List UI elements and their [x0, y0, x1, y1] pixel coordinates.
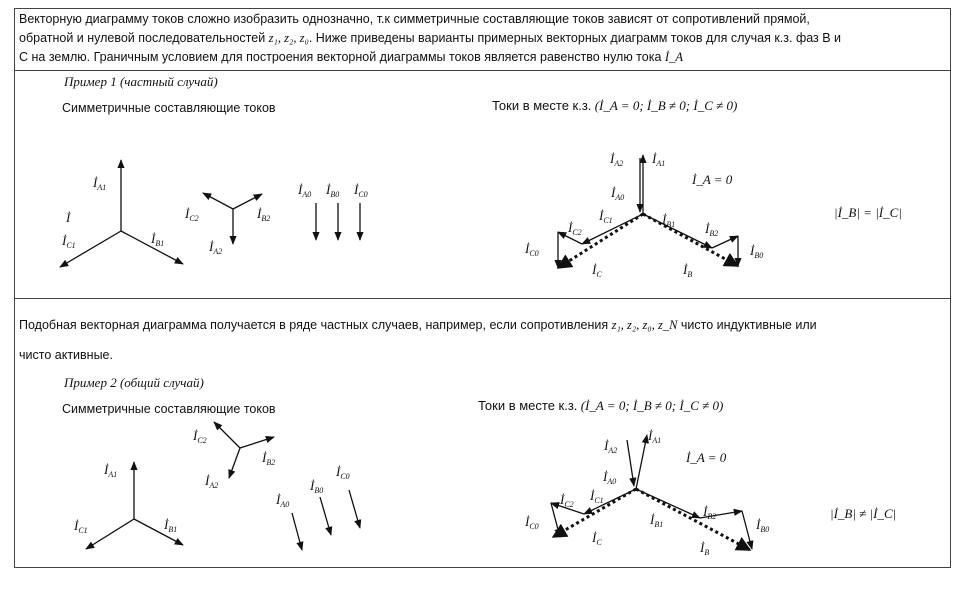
ex2-vector-ia2: [229, 448, 240, 478]
label-ex2-fault-ic: $İ_C$: [592, 530, 602, 547]
label-ex2-ic1: $İ_{C1}$: [74, 518, 88, 535]
label-ex2-ib2: $İ_{B2}$: [262, 450, 276, 467]
label-ex1-fault-ic1: $İ_{C1}$: [599, 208, 613, 225]
example1-sym-heading: Симметричные составляющие токов: [62, 101, 276, 115]
example1-title: Пример 1 (частный случай): [64, 74, 218, 89]
label-ex1-fault-ic2: $İ_{C2}$: [568, 220, 582, 237]
example2-magnitude-relation: |İ_B| ≠ |İ_C|: [830, 506, 897, 521]
example1-fault-condition: (İ_A = 0; İ_B ≠ 0; İ_C ≠ 0): [594, 98, 738, 113]
ex1-fault-ib-total: [643, 214, 738, 266]
label-ex2-fault-ib0: $İ_{B0}$: [756, 517, 770, 534]
label-ex1-ic0: $İ_{C0}$: [354, 182, 368, 199]
label-ex2-fault-ib: $İ_B$: [700, 540, 710, 557]
label-ex2-fault-ic1: $İ_{C1}$: [590, 488, 604, 505]
ex2-fault-ib0: [742, 511, 752, 549]
middle-line2: чисто активные.: [19, 348, 113, 362]
label-ex2-fault-ib2: $İ_{B2}$: [703, 504, 717, 521]
label-ex1-ib2: $İ_{B2}$: [257, 206, 271, 223]
label-ex2-fault-ic0: $İ_{C0}$: [525, 514, 539, 531]
label-ex1-fault-ib1: $İ_{B1}$: [662, 212, 676, 229]
ex2-fault-diagram: [551, 435, 752, 550]
ex1-fault-ib1: [643, 214, 712, 248]
z-params-intro: z₁, z₂, z₀: [268, 31, 309, 45]
label-ex2-fault-ia1: $İ_{A1}$: [648, 428, 662, 445]
label-ex2-ic0: $İ_{C0}$: [336, 464, 350, 481]
label-ex1-i-stray: İ: [66, 210, 71, 225]
label-ex1-fault-ic0: $İ_{C0}$: [525, 241, 539, 258]
ex1-negative-sequence: [203, 193, 262, 244]
label-ex1-fault-ib2: $İ_{B2}$: [705, 221, 719, 238]
label-ex1-fault-ia1: $İ_{A1}$: [652, 151, 666, 168]
ia-intro: İ_A: [664, 50, 683, 64]
label-ex2-fault-ia0: $İ_{A0}$: [603, 469, 617, 486]
ex1-positive-sequence: [60, 160, 183, 267]
ex2-fault-ib1: [636, 489, 700, 518]
ex2-fault-ic0: [551, 503, 560, 537]
example2-ia-zero: İ_A = 0: [686, 450, 727, 465]
label-ex1-fault-ic: $İ_C$: [592, 262, 602, 279]
label-ex1-fault-ia0: $İ_{A0}$: [611, 185, 625, 202]
ex2-fault-ia2: [627, 440, 634, 486]
label-ex1-ic2: $İ_{C2}$: [185, 206, 199, 223]
label-ex1-ia0: $İ_{A0}$: [298, 182, 312, 199]
intro-line2: обратной и нулевой последовательностей z₁, z₂, z₀. Ниже приведены варианты примерных векторных диаграмм токов для случая к.з. фаз B и: [19, 31, 842, 45]
middle-line1: Подобная векторная диаграмма получается в ряде частных случаев, например, если сопротивления z₁, z₂, z₀, z_N чисто индуктивные или: [19, 318, 817, 332]
example2-fault-heading: Токи в месте к.з. (İ_A = 0; İ_B ≠ 0; İ_C ≠ 0): [478, 398, 724, 413]
label-ex2-fault-ib1: $İ_{B1}$: [650, 512, 664, 529]
label-ex1-fault-ib: $İ_B$: [683, 262, 693, 279]
intro-line1: Векторную диаграмму токов сложно изобразить однозначно, т.к симметричные составляющие токов зависят от сопротивлений прямой,: [19, 12, 810, 26]
intro-line3: C на землю. Граничным условием для построения векторной диаграммы токов является равенство нулю тока İ_A: [19, 50, 683, 64]
example1-ia-zero: İ_A = 0: [692, 172, 733, 187]
ex2-vector-ib0: [320, 497, 331, 535]
label-ex2-ic2: $İ_{C2}$: [193, 428, 207, 445]
label-ex1-fault-ib0: $İ_{B0}$: [750, 243, 764, 260]
ex2-vector-ic1: [86, 519, 134, 549]
label-ex1-fault-ia2: $İ_{A2}$: [610, 151, 624, 168]
z-params-middle: z₁, z₂, z₀, z_N: [611, 318, 678, 332]
example1-magnitude-relation: |İ_B| = |İ_C|: [834, 205, 902, 220]
example2-fault-condition: (İ_A = 0; İ_B ≠ 0; İ_C ≠ 0): [580, 398, 724, 413]
label-ex2-ib0: $İ_{B0}$: [310, 478, 324, 495]
ex2-vector-ic0: [349, 490, 360, 528]
label-ex2-ia2: $İ_{A2}$: [205, 473, 219, 490]
label-ex2-ia0: $İ_{A0}$: [276, 492, 290, 509]
ex1-vector-ic2: [203, 193, 233, 209]
label-ex1-ib0: $İ_{B0}$: [326, 182, 340, 199]
example2-sym-heading: Симметричные составляющие токов: [62, 402, 276, 416]
label-ex1-ia2: $İ_{A2}$: [209, 239, 223, 256]
label-ex2-ia1: $İ_{A1}$: [104, 462, 118, 479]
label-ex1-ia1: $İ_{A1}$: [93, 175, 107, 192]
ex2-fault-ia1: [636, 435, 647, 489]
ex1-fault-diagram: [558, 155, 738, 268]
label-ex2-fault-ic2: $İ_{C2}$: [560, 492, 574, 509]
ex1-zero-sequence: [316, 203, 360, 240]
ex2-vector-ia0: [292, 513, 302, 550]
example1-fault-heading: Токи в месте к.з. (İ_A = 0; İ_B ≠ 0; İ_C ≠ 0): [492, 98, 738, 113]
ex2-vector-ic2: [214, 422, 240, 448]
label-ex1-ib1: $İ_{B1}$: [151, 231, 165, 248]
ex2-zero-sequence: [292, 490, 360, 550]
ex2-vector-ib2: [240, 437, 274, 448]
label-ex2-ib1: $İ_{B1}$: [164, 517, 178, 534]
example2-title: Пример 2 (общий случай): [64, 375, 204, 390]
ex2-positive-sequence: [86, 462, 183, 549]
label-ex2-fault-ia2: $İ_{A2}$: [604, 438, 618, 455]
label-ex1-ic1: $İ_{C1}$: [62, 233, 76, 250]
